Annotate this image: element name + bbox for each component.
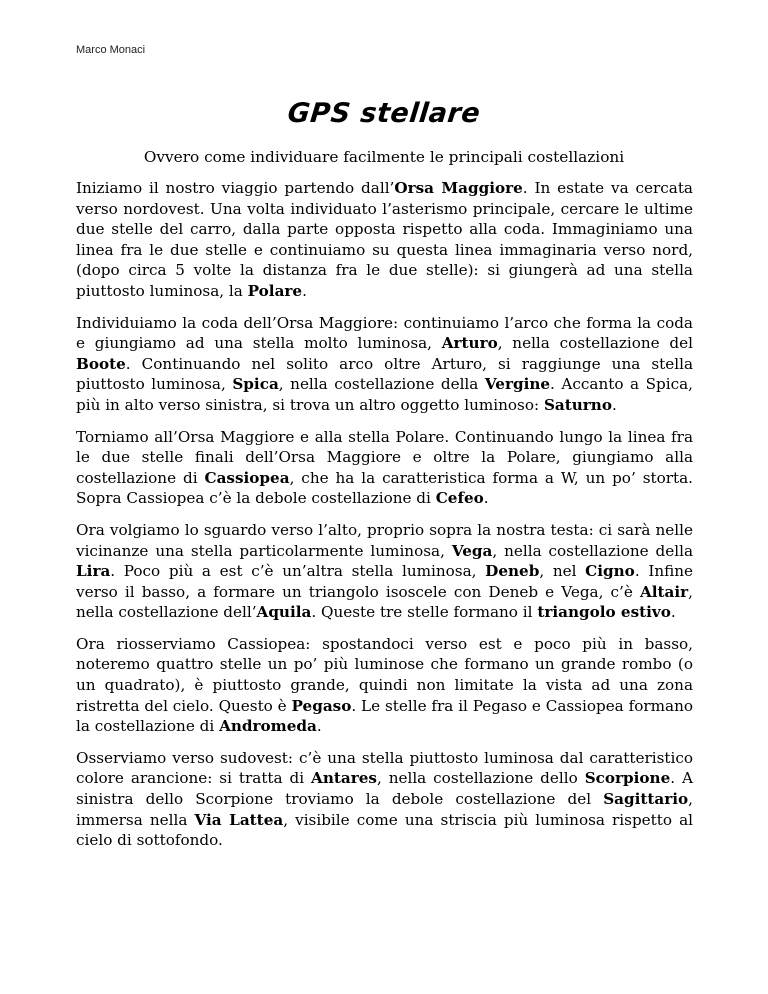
document-title: GPS stellare: [286, 98, 482, 129]
bold-term: Andromeda: [219, 717, 317, 736]
text-run: Torniamo all’Orsa Maggiore e alla stella Polare. Continuando lungo la linea fra le due stelle finali dell’Orsa Maggiore e oltre la Polare, giungiamo alla costellazione di: [76, 427, 693, 487]
text-run: . Queste tre stelle formano il: [311, 603, 538, 622]
text-run: Iniziamo il nostro viaggio partendo dall’: [76, 179, 395, 197]
text-run: . A sinistra dello Scorpione troviamo la debole costellazione del: [76, 769, 693, 809]
bold-term: Arturo: [441, 334, 498, 353]
bold-term: Cefeo: [435, 489, 484, 508]
page-header-author: Marco Monaci: [76, 44, 146, 56]
bold-term: Pegaso: [291, 696, 352, 715]
bold-term: Orsa Maggiore: [394, 179, 523, 197]
bold-term: Boote: [76, 354, 126, 373]
bold-term: Deneb: [485, 562, 540, 581]
text-run: . Accanto a Spica, più in alto verso sinistra, si trova un altro oggetto luminoso:: [76, 375, 693, 414]
text-run: , nella costellazione dello: [376, 769, 585, 788]
text-run: , nella costellazione del: [497, 334, 693, 353]
text-run: , nella costellazione dell’: [76, 582, 693, 622]
text-run: . Le stelle fra il Pegaso e Cassiopea formano la costellazione di: [76, 696, 693, 736]
bold-term: Via Lattea: [194, 810, 284, 829]
paragraph-1: [76, 178, 693, 302]
text-run: Individuiamo la coda dell’Orsa Maggiore: continuiamo l’arco che forma la coda e giungiamo ad una stella molto luminosa,: [76, 313, 693, 353]
text-run: . In estate va cercata verso nordovest. Una volta individuato l’asterismo principale, cercare le ultime due stelle del carro, dalla parte opposta rispetto alla coda. Immaginiamo una linea fra le due stelle e continuiamo su questa linea immaginaria verso nord, (dopo circa 5 volte la distanza fra le due stelle): si giungerà ad una stella piuttosto luminosa, la: [76, 179, 693, 300]
text-run: Ora volgiamo lo sguardo verso l’alto, proprio sopra la nostra testa: ci sarà nelle vicinanze una stella particolarmente luminosa,: [76, 520, 693, 560]
bold-term: Vergine: [484, 375, 551, 394]
text-run: .: [483, 489, 489, 508]
bold-term: Vega: [451, 541, 493, 560]
document-body: [76, 178, 693, 862]
text-run: Ora riosserviamo Cassiopea: spostandoci verso est e poco più in basso, noteremo quattro stelle un po’ più luminose che formano un grande rombo (o un quadrato), è piuttosto grande, quindi non limitate la vista ad una zona ristretta del cielo. Questo è: [76, 634, 693, 715]
text-run: , visibile come una striscia più luminosa rispetto al cielo di sottofondo.: [76, 810, 694, 850]
bold-term: triangolo estivo: [537, 603, 671, 622]
bold-term: Cigno: [585, 562, 635, 581]
text-run: , che ha la caratteristica forma a W, un po’ storta. Sopra Cassiopea c’è la debole costellazione di: [76, 468, 693, 508]
bold-term: Lira: [76, 562, 111, 581]
paragraph-6: [76, 748, 693, 851]
bold-term: Spica: [232, 375, 279, 394]
text-run: . Infine verso il basso, a formare un triangolo isoscele con Deneb e Vega, c’è: [76, 562, 694, 601]
text-run: .: [316, 717, 322, 736]
bold-term: Cassiopea: [204, 468, 290, 487]
bold-term: Saturno: [543, 395, 612, 414]
text-run: .: [302, 281, 307, 300]
text-run: , nella costellazione della: [492, 541, 694, 560]
bold-term: Scorpione: [584, 769, 671, 788]
paragraph-4: [76, 520, 693, 623]
text-run: , nel: [539, 562, 586, 581]
bold-term: Altair: [639, 582, 689, 601]
text-run: .: [670, 603, 676, 622]
text-run: . Poco più a est c’è un’altra stella luminosa,: [110, 562, 486, 581]
text-run: . Continuando nel solito arco oltre Arturo, si raggiunge una stella piuttosto luminosa,: [76, 354, 693, 394]
document-subtitle: Ovvero come individuare facilmente le principali costellazioni: [143, 148, 625, 166]
bold-term: Antares: [311, 769, 377, 788]
paragraph-3: [76, 427, 693, 509]
bold-term: Polare: [247, 281, 303, 300]
paragraph-5: [76, 634, 693, 737]
bold-term: Aquila: [256, 603, 312, 622]
text-run: Osserviamo verso sudovest: c’è una stella piuttosto luminosa dal caratteristico colore arancione: si tratta di: [76, 748, 693, 788]
paragraph-2: [76, 313, 693, 416]
text-run: .: [611, 395, 617, 414]
text-run: , immersa nella: [76, 790, 693, 829]
text-run: , nella costellazione della: [278, 375, 485, 394]
bold-term: Sagittario: [603, 790, 689, 809]
